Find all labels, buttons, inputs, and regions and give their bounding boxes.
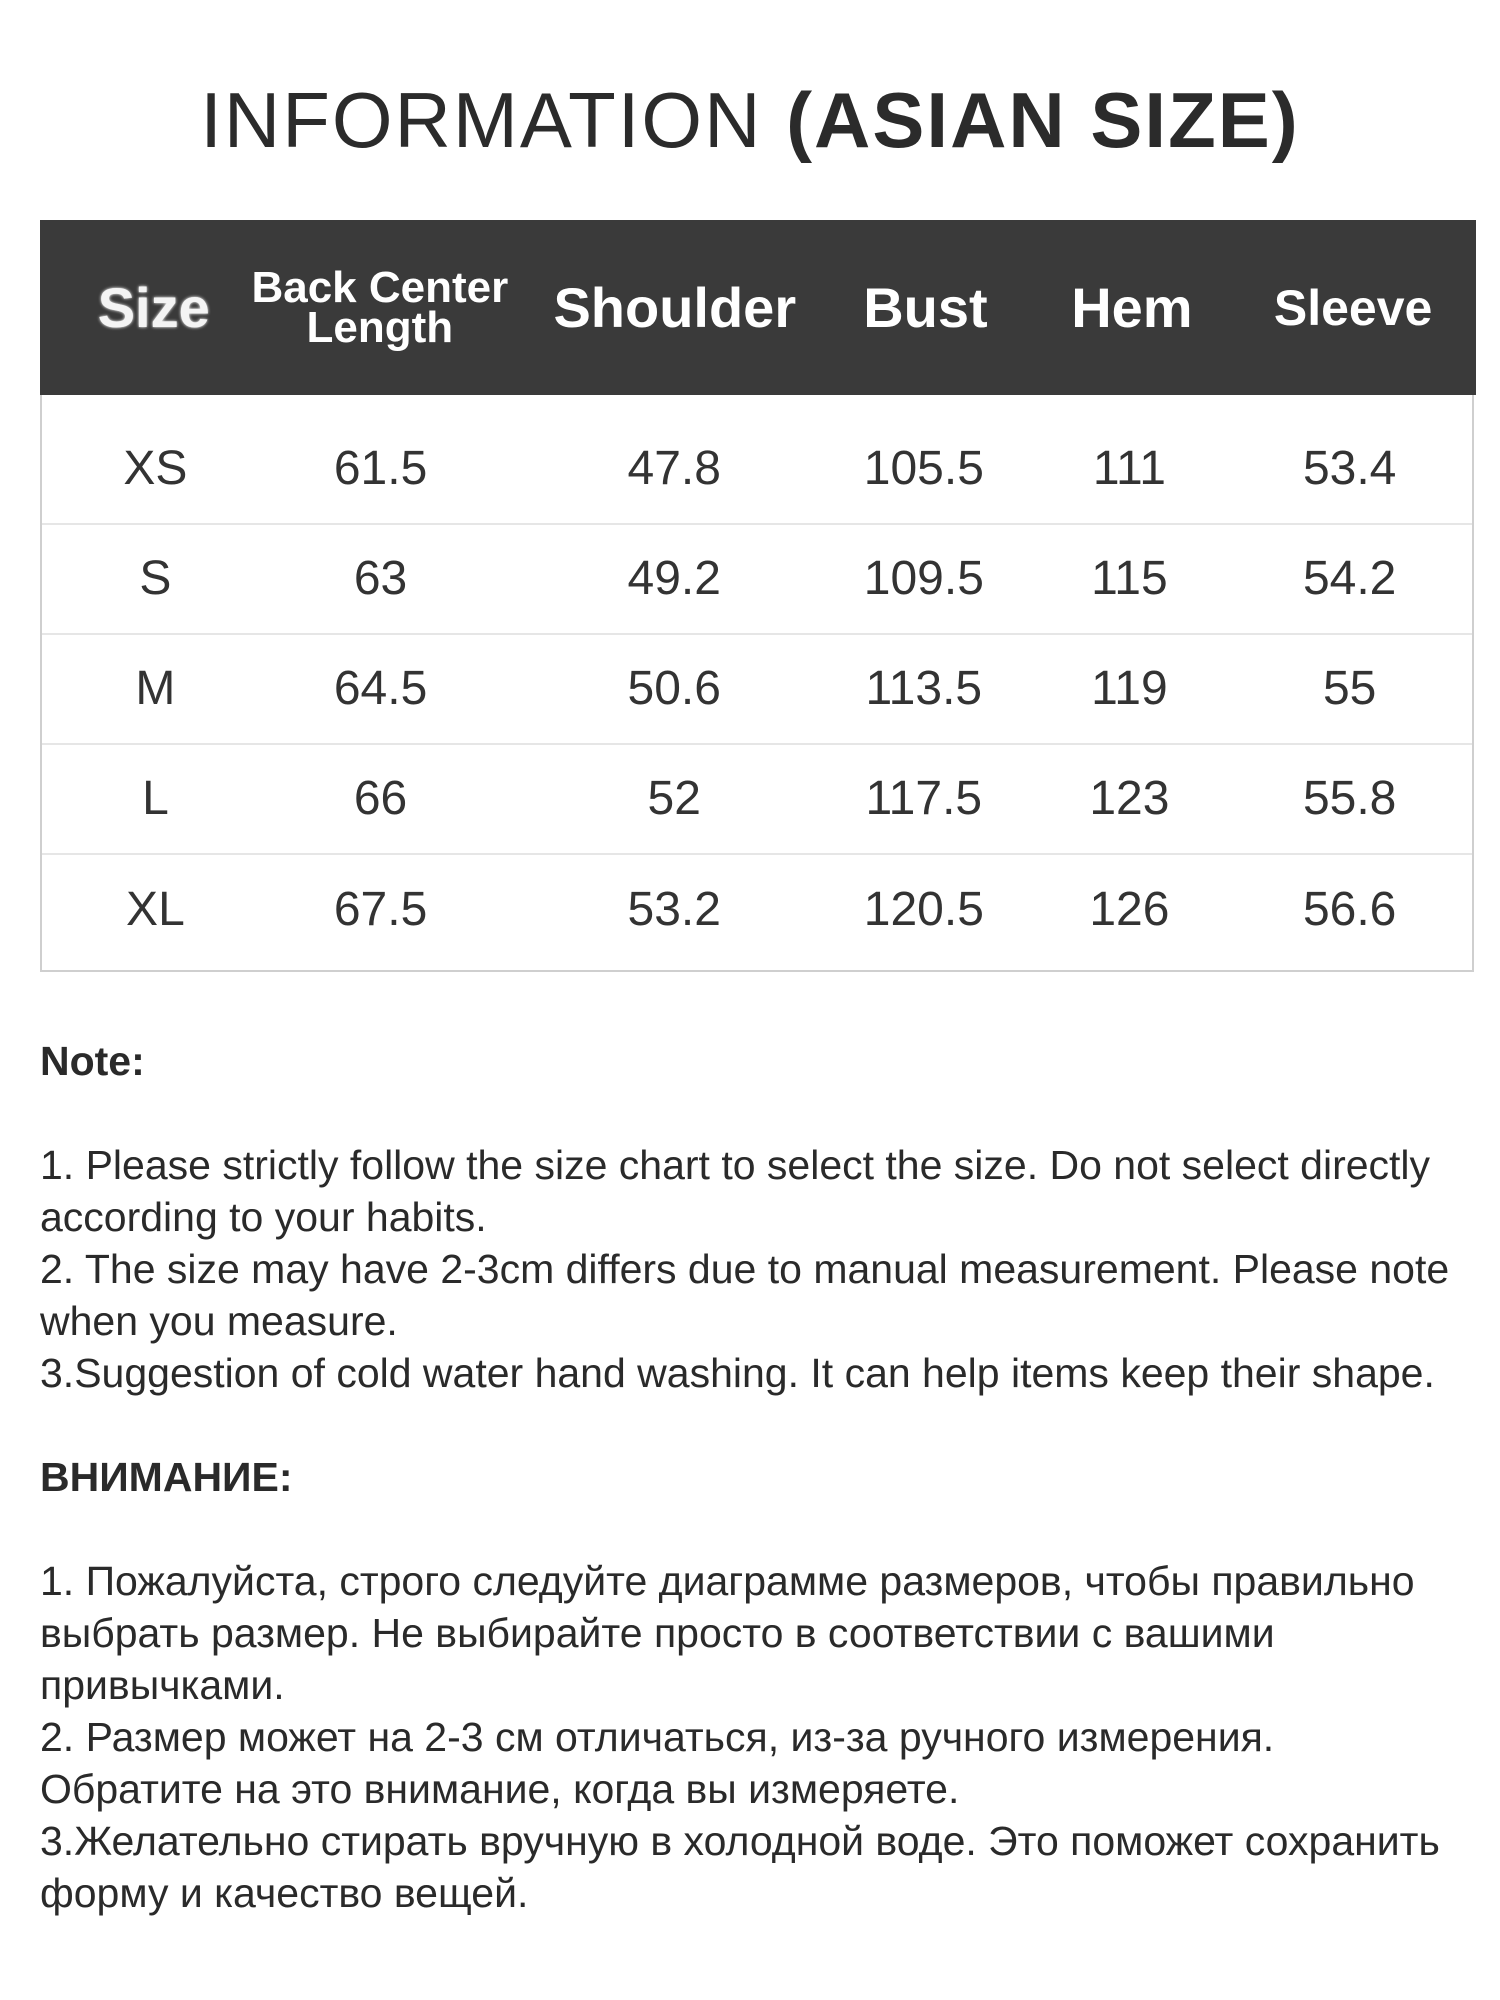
- note-en-item: 3.Suggestion of cold water hand washing. It can help items keep their shape.: [40, 1350, 1435, 1396]
- cell-back: 66: [353, 772, 408, 825]
- cell-shoulder: 50.6: [627, 662, 721, 715]
- cell-back: 64.5: [333, 662, 428, 715]
- title-light: INFORMATION: [200, 76, 787, 164]
- cell-back: 63: [353, 552, 408, 605]
- cell-hem: 111: [1092, 442, 1166, 495]
- cell-size: XS: [123, 442, 188, 495]
- cell-shoulder: 52: [647, 772, 701, 825]
- page-title: [0, 70, 1500, 170]
- table-row: [42, 635, 1472, 745]
- note-ru-heading: ВНИМАНИЕ:: [40, 1454, 293, 1500]
- cell-shoulder: 47.8: [627, 442, 721, 495]
- header-back-line1: Back Center: [251, 262, 509, 312]
- cell-back: 67.5: [333, 883, 428, 936]
- table-row: [42, 525, 1472, 635]
- header-shoulder: Shoulder: [553, 275, 797, 339]
- cell-sleeve: 53.4: [1302, 442, 1397, 495]
- header-back-line2: Length: [306, 302, 454, 352]
- cell-bust: 120.5: [863, 883, 984, 936]
- header-bust: Bust: [863, 275, 988, 339]
- note-en-heading: Note:: [40, 1038, 145, 1084]
- header-hem: Hem: [1071, 275, 1193, 339]
- cell-back: 61.5: [333, 442, 428, 495]
- cell-hem: 123: [1089, 772, 1170, 825]
- cell-hem: 126: [1089, 883, 1170, 936]
- cell-bust: 109.5: [863, 552, 984, 605]
- notes-section: [40, 1035, 1460, 1919]
- cell-bust: 105.5: [863, 442, 984, 495]
- table-body: [42, 395, 1472, 965]
- cell-size: M: [135, 662, 176, 715]
- note-ru-list: [40, 1555, 1460, 1919]
- cell-bust: 113.5: [865, 662, 983, 715]
- note-ru-item: 3.Желательно стирать вручную в холодной воде. Это поможет сохранить форму и качество вещей.: [40, 1818, 1440, 1916]
- title-bold: (ASIAN SIZE): [786, 76, 1300, 164]
- note-en-item: 1. Please strictly follow the size chart to select the size. Do not select directly according to your habits.: [40, 1142, 1431, 1240]
- cell-sleeve: 55.8: [1302, 772, 1397, 825]
- table-row: [42, 395, 1472, 525]
- table-header: [40, 220, 1476, 395]
- cell-shoulder: 49.2: [627, 552, 721, 605]
- cell-sleeve: 54.2: [1302, 552, 1397, 605]
- cell-bust: 117.5: [865, 772, 983, 825]
- cell-size: S: [139, 552, 172, 605]
- cell-size: XL: [126, 883, 185, 936]
- cell-sleeve: 56.6: [1302, 883, 1397, 936]
- header-size: Size: [97, 275, 210, 339]
- cell-size: L: [142, 772, 169, 825]
- note-en-list: [40, 1139, 1460, 1399]
- cell-sleeve: 55: [1322, 662, 1377, 715]
- cell-hem: 119: [1091, 662, 1168, 715]
- note-ru-item: 2. Размер может на 2-3 см отличаться, из-за ручного измерения. Обратите на это внимание, когда вы измеряете.: [40, 1714, 1275, 1812]
- cell-shoulder: 53.2: [627, 883, 721, 936]
- note-ru-item: 1. Пожалуйста, строго следуйте диаграмме размеров, чтобы правильно выбрать размер. Не выбирайте просто в соответствии с вашими привычками.: [40, 1558, 1415, 1708]
- note-en-item: 2. The size may have 2-3cm differs due to manual measurement. Please note when you measure.: [40, 1246, 1450, 1344]
- header-back-center-length: [227, 262, 532, 352]
- table-row: [42, 745, 1472, 855]
- size-table: [40, 220, 1474, 972]
- table-row: [42, 855, 1472, 965]
- header-sleeve: Sleeve: [1273, 279, 1433, 336]
- cell-hem: 115: [1091, 552, 1168, 605]
